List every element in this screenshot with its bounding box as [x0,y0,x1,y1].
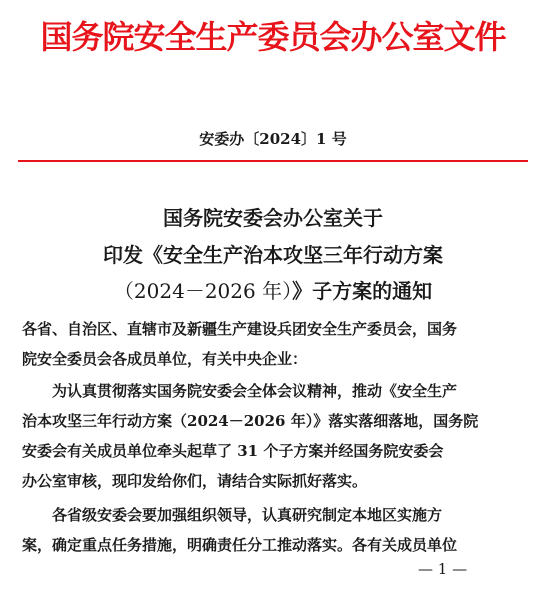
paragraph-2-line-2: 案，确定重点任务措施，明确责任分工推动落实。各有关成员单位 [22,536,458,554]
paragraph-1-line-4: 办公室审核，现印发给你们，请结合实际抓好落实。 [22,472,368,490]
paragraph-1 [22,376,522,496]
title-line-2: 印发《安全生产治本攻坚三年行动方案 [103,243,443,267]
title-line-3-rest: 》子方案的通知 [292,279,433,303]
paragraph-1-line-2: 治本攻坚三年行动方案（2024－2026 年）》落实落细落地，国务院 [22,412,479,430]
title-year-range: （2024－2026 年） [113,279,293,303]
salutation-line-2: 院安全委员会各成员单位，有关中央企业： [22,350,308,368]
document-number: 安委办〔2024〕1 号 [199,130,347,148]
title-line-1: 国务院安委会办公室关于 [163,206,383,230]
salutation [22,314,522,374]
page-number: — 1 — [418,560,468,578]
paragraph-1-line-1: 为认真贯彻落实国务院安委会全体会议精神，推动《安全生产 [52,382,458,400]
paragraph-2 [22,500,522,560]
paragraph-2-line-1: 各省级安委会要加强组织领导，认真研究制定本地区实施方 [52,506,443,524]
title-line-3 [0,279,546,303]
red-separator-line [18,160,528,162]
paragraph-1-line-3: 安委会有关成员单位牵头起草了 31 个子方案并经国务院安委会 [22,442,444,460]
salutation-line-1: 各省、自治区、直辖市及新疆生产建设兵团安全生产委员会，国务 [22,320,458,338]
masthead-title: 国务院安全生产委员会办公室文件 [40,18,506,56]
